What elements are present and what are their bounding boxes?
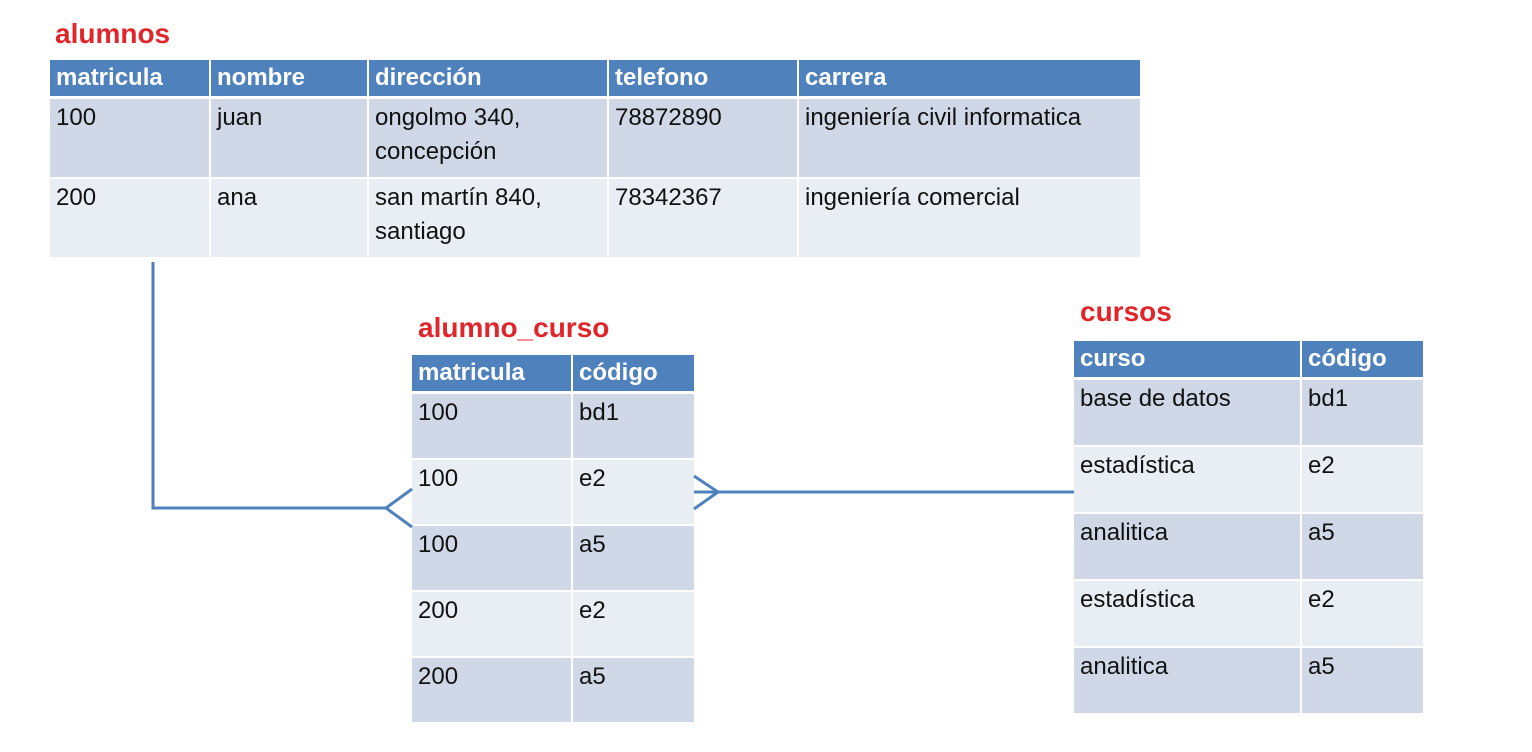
- cell-codigo: a5: [1301, 647, 1423, 713]
- cell-codigo: a5: [1301, 513, 1423, 580]
- cursos-title: cursos: [1080, 296, 1172, 327]
- crows-foot-alumno-curso-right-icon: [694, 476, 718, 509]
- cursos-table: [1074, 341, 1423, 713]
- alumnos-to-alumno-curso-line: [153, 262, 386, 508]
- table-row: [412, 525, 694, 591]
- cell-codigo: bd1: [572, 393, 694, 460]
- table-row: [1074, 580, 1423, 647]
- table-row: [1074, 647, 1423, 713]
- table-row: [1074, 513, 1423, 580]
- cell-codigo: e2: [1301, 580, 1423, 647]
- cell-direccion: san martín 840, santiago: [368, 178, 608, 257]
- table-row: [412, 393, 694, 460]
- column-header-carrera: carrera: [798, 60, 1140, 98]
- cell-nombre: ana: [210, 178, 368, 257]
- cell-codigo: e2: [1301, 446, 1423, 513]
- cell-matricula: 100: [412, 525, 572, 591]
- table-row: [50, 98, 1140, 179]
- column-header-telefono: telefono: [608, 60, 798, 98]
- header-row: [412, 355, 694, 393]
- column-header-codigo: código: [572, 355, 694, 393]
- cell-matricula: 200: [50, 178, 210, 257]
- cell-codigo: bd1: [1301, 379, 1423, 447]
- header-row: [50, 60, 1140, 98]
- header-row: [1074, 341, 1423, 379]
- column-header-matricula: matricula: [412, 355, 572, 393]
- cell-curso: estadística: [1074, 580, 1301, 647]
- alumnos-title: alumnos: [55, 18, 171, 49]
- cell-matricula: 200: [412, 591, 572, 657]
- table-row: [1074, 379, 1423, 447]
- cell-matricula: 100: [412, 459, 572, 525]
- cell-telefono: 78342367: [608, 178, 798, 257]
- cell-codigo: e2: [572, 459, 694, 525]
- table-row: [412, 657, 694, 722]
- cell-curso: analitica: [1074, 647, 1301, 713]
- alumno-curso-table: [412, 355, 694, 722]
- cell-nombre: juan: [210, 98, 368, 179]
- cell-matricula: 100: [50, 98, 210, 179]
- column-header-matricula: matricula: [50, 60, 210, 98]
- table-row: [412, 591, 694, 657]
- alumnos-table: [50, 60, 1140, 257]
- column-header-direccion: dirección: [368, 60, 608, 98]
- cell-carrera: ingeniería comercial: [798, 178, 1140, 257]
- cell-codigo: e2: [572, 591, 694, 657]
- table-row: [1074, 446, 1423, 513]
- cell-codigo: a5: [572, 525, 694, 591]
- column-header-nombre: nombre: [210, 60, 368, 98]
- cell-codigo: a5: [572, 657, 694, 722]
- cell-matricula: 100: [412, 393, 572, 460]
- cell-curso: base de datos: [1074, 379, 1301, 447]
- cell-direccion: ongolmo 340, concepción: [368, 98, 608, 179]
- alumno-curso-title: alumno_curso: [418, 312, 610, 343]
- cell-curso: analitica: [1074, 513, 1301, 580]
- cell-matricula: 200: [412, 657, 572, 722]
- column-header-curso: curso: [1074, 341, 1301, 379]
- crows-foot-alumno-curso-left-icon: [386, 489, 412, 527]
- column-header-codigo: código: [1301, 341, 1423, 379]
- cell-carrera: ingeniería civil informatica: [798, 98, 1140, 179]
- table-row: [50, 178, 1140, 257]
- table-row: [412, 459, 694, 525]
- cell-telefono: 78872890: [608, 98, 798, 179]
- cell-curso: estadística: [1074, 446, 1301, 513]
